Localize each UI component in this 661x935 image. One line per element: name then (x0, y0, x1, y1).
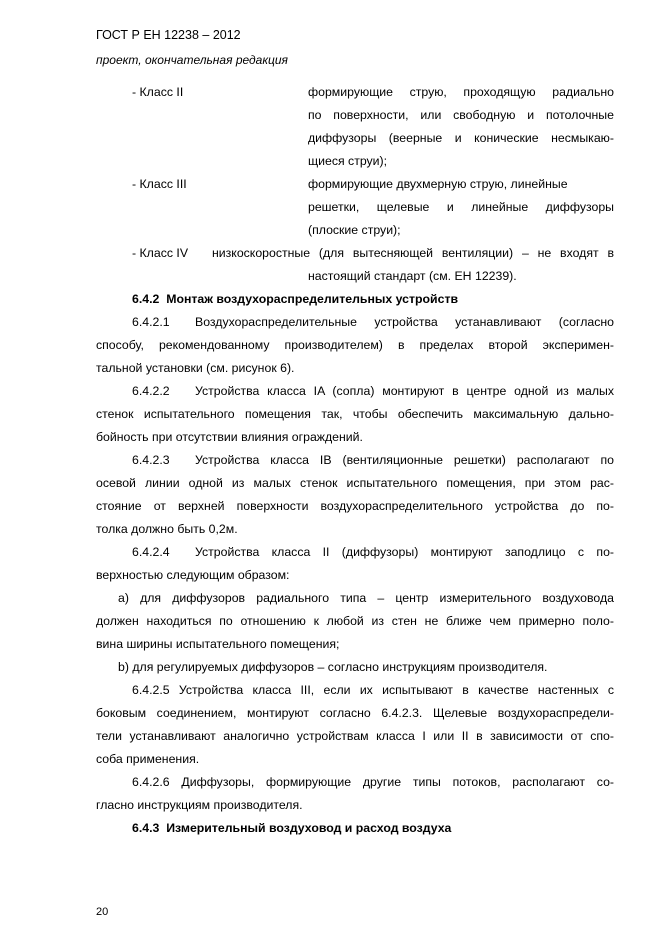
class-ii-line: по поверхности, или свободную и потолочные (308, 108, 614, 122)
class-ii-line: диффузоры (веерные и конические несмыкаю- (308, 131, 614, 145)
class-iv-label: - Класс IV (132, 246, 189, 260)
class-iii-line: решетки, щелевые и линейные диффузоры (308, 200, 614, 214)
para-6-4-2-3-line: толка должно быть 0,2м. (96, 522, 238, 536)
class-iv-first-line: низкоскоростные (для вытесняющей вентиляции) – не входят в (212, 246, 614, 260)
para-6-4-2-6-line: гласно инструкциям производителя. (96, 798, 303, 812)
document-subtitle: проект, окончательная редакция (96, 53, 288, 67)
para-6-4-2-5-line: 6.4.2.5 Устройства класса III, если их испытывают в качестве настенных с (132, 683, 614, 697)
para-6-4-2-1-line: тальной установки (см. рисунок 6). (96, 361, 295, 375)
para-6-4-2-3-line: стояние от верхней поверхности воздухораспределительного устройства до по- (96, 499, 614, 513)
para-6-4-2-3-line: Устройства класса IB (вентиляционные решетки) располагают по (195, 453, 614, 467)
class-iv-line: настоящий стандарт (см. ЕН 12239). (308, 269, 517, 283)
document-header: ГОСТ Р ЕН 12238 – 2012 (96, 28, 241, 42)
para-6-4-2-2-line: стенок испытательного помещения так, чтобы обеспечить максимальную дально- (96, 407, 614, 421)
para-6-4-2-2-line: бойность при отсутствии влияния ограждений. (96, 430, 363, 444)
class-ii-line: щиеся струи); (308, 154, 388, 168)
class-ii-line: формирующие струю, проходящую радиально (308, 85, 614, 99)
list-item-a-line: должен находиться по отношению к любой из стен не ближе чем примерно поло- (96, 614, 614, 628)
class-iii-label: - Класс III (132, 177, 187, 191)
section-heading-6-4-2 (132, 288, 458, 311)
section-title: Измерительный воздуховод и расход воздуха (166, 821, 452, 835)
para-6-4-2-4-line: верхностью следующим образом: (96, 568, 290, 582)
para-6-4-2-5-line: тели устанавливают аналогично устройствам класса I или II в зависимости от спо- (96, 729, 614, 743)
class-iii-line: формирующие двухмерную струю, линейные (308, 177, 568, 191)
para-number: 6.4.2.3 (132, 453, 170, 467)
para-number: 6.4.2.2 (132, 384, 170, 398)
para-6-4-2-2-line: Устройства класса IA (сопла) монтируют в центре одной из малых (195, 384, 614, 398)
para-6-4-2-5-line: боковым соединением, монтируют согласно 6.4.2.3. Щелевые воздухораспредели- (96, 706, 614, 720)
section-number: 6.4.2 (132, 292, 160, 306)
section-heading-6-4-3 (132, 817, 451, 840)
list-item-b: b) для регулируемых диффузоров – согласно инструкциям производителя. (118, 660, 548, 674)
class-ii-label: - Класс II (132, 85, 184, 99)
list-item-a-line: вина ширины испытательного помещения; (96, 637, 340, 651)
para-6-4-2-3-line: осевой линии одной из малых стенок испытательного помещения, при этом рас- (96, 476, 614, 490)
para-number: 6.4.2.4 (132, 545, 170, 559)
para-6-4-2-6-line: 6.4.2.6 Диффузоры, формирующие другие типы потоков, располагают со- (132, 775, 614, 789)
list-item-a-line: а) для диффузоров радиального типа – центр измерительного воздуховода (118, 591, 614, 605)
page-number: 20 (96, 906, 109, 918)
class-iii-line: (плоские струи); (308, 223, 401, 237)
para-6-4-2-4-line: Устройства класса II (диффузоры) монтируют заподлицо с по- (195, 545, 614, 559)
para-number: 6.4.2.1 (132, 315, 170, 329)
para-6-4-2-5-line: соба применения. (96, 752, 200, 766)
para-6-4-2-1-line: способу, рекомендованному производителем) в пределах второй эксперимен- (96, 338, 614, 352)
section-title: Монтаж воздухораспределительных устройств (166, 292, 459, 306)
section-number: 6.4.3 (132, 821, 160, 835)
para-6-4-2-1-line: Воздухораспределительные устройства устанавливают (согласно (195, 315, 614, 329)
